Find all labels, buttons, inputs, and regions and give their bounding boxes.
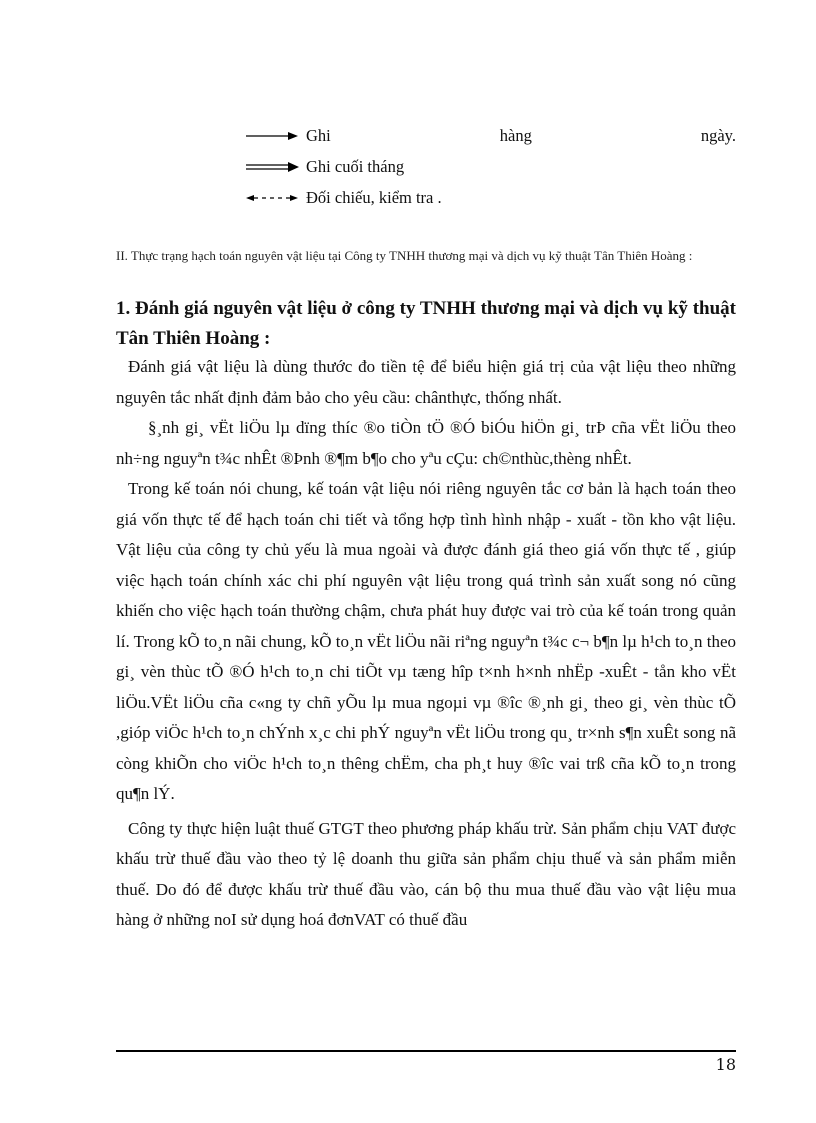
footer-rule [116,1050,736,1052]
body-text [116,352,736,936]
legend-daily-word-3: ngày. [700,126,736,145]
double-arrow-right-icon [244,161,300,173]
paragraph-4: Công ty thực hiện luật thuế GTGT theo phương pháp khấu trừ. Sản phẩm chịu VAT được khấu trừ thuế đầu vào theo tỷ lệ doanh thu giữa sản phẩm chịu thuế và sản phẩm miễn thuế. Do đó để được khấu trừ thuế đầu vào, cán bộ thu mua thuế đầu vào vật liệu mua hàng ở những noI sử dụng hoá đơnVAT có thuế đầu [116,818,736,929]
legend-reconcile-label: Đối chiếu, kiểm tra . [306,188,442,207]
legend-daily-word-1: Ghi [306,126,331,145]
legend-reconcile [244,186,736,210]
section-heading: II. Thực trạng hạch toán nguyên vật liệu tại Công ty TNHH thương mại và dịch vụ kỹ thuật Tân Thiên Hoàng : [116,248,693,263]
paragraph-3: Trong kế toán nói chung, kế toán vật liệu nói riêng nguyên tắc cơ bản là hạch toán theo giá vốn thực tế để hạch toán chi tiết và tổng hợp tình hình nhập - xuất - tồn kho vật liệu. Vật liệu của công ty chủ yếu là mua ngoài và được đánh giá theo giá vốn thực tế , giúp việc hạch toán chính xác chi phí nguyên vật liệu trong quá trình sản xuất song nó cũng khiến cho việc hạch toán thường chậm, chưa phát huy được vai trò của kế toán trong quản lí. Trong kÕ to¸n nãi chung, kÕ to¸n vËt liÖu nãi riªng nguyªn t¾c c¬ b¶n lµ h¹ch to¸n theo gi¸ vèn thùc tÕ ®Ó h¹ch to¸n chi tiÕt vµ tæng hîp t×nh h×nh nhËp -xuÊt - tån kho vËt liÖu.VËt liÖu cña c«ng ty chñ yÕu lµ mua ngoµi vµ ®îc ®¸nh gi¸ theo gi¸ vèn thùc tÕ ,gióp viÖc h¹ch to¸n chÝnh x¸c chi phÝ nguyªn vËt liÖu trong qu¸ tr×nh s¶n xuÊt song nã còng khiÕn cho viÖc h¹ch to¸n thêng chËm, cha ph¸t huy ®îc vai trß cña kÕ to¸n trong qu¶n lÝ. [116,479,736,803]
legend-month-end [244,155,736,179]
arrow-right-icon [244,130,300,142]
legend-daily [244,124,736,148]
sub-heading: 1. Đánh giá nguyên vật liệu ở công ty TNHH thương mại và dịch vụ kỹ thuật Tân Thiên Hoàng : [116,298,736,349]
legend-daily-word-2: hàng [499,126,532,145]
dashed-double-headed-arrow-icon [244,192,300,204]
page-number: 18 [715,1055,736,1074]
paragraph-2: §¸nh gi¸ vËt liÖu lµ dïng thíc ®o tiÒn tÖ ®Ó biÓu hiÖn gi¸ trÞ cña vËt liÖu theo nh÷ng nguyªn t¾c nhÊt ®Þnh ®¶m b¶o cho yªu cÇu: ch©nthùc,thèng nhÊt. [116,418,736,468]
paragraph-1: Đánh giá vật liệu là dùng thước đo tiền tệ để biểu hiện giá trị của vật liệu theo những nguyên tắc nhất định đảm bảo cho yêu cầu: chânthực, thống nhất. [116,357,736,407]
legend-month-end-label: Ghi cuối tháng [306,157,405,176]
